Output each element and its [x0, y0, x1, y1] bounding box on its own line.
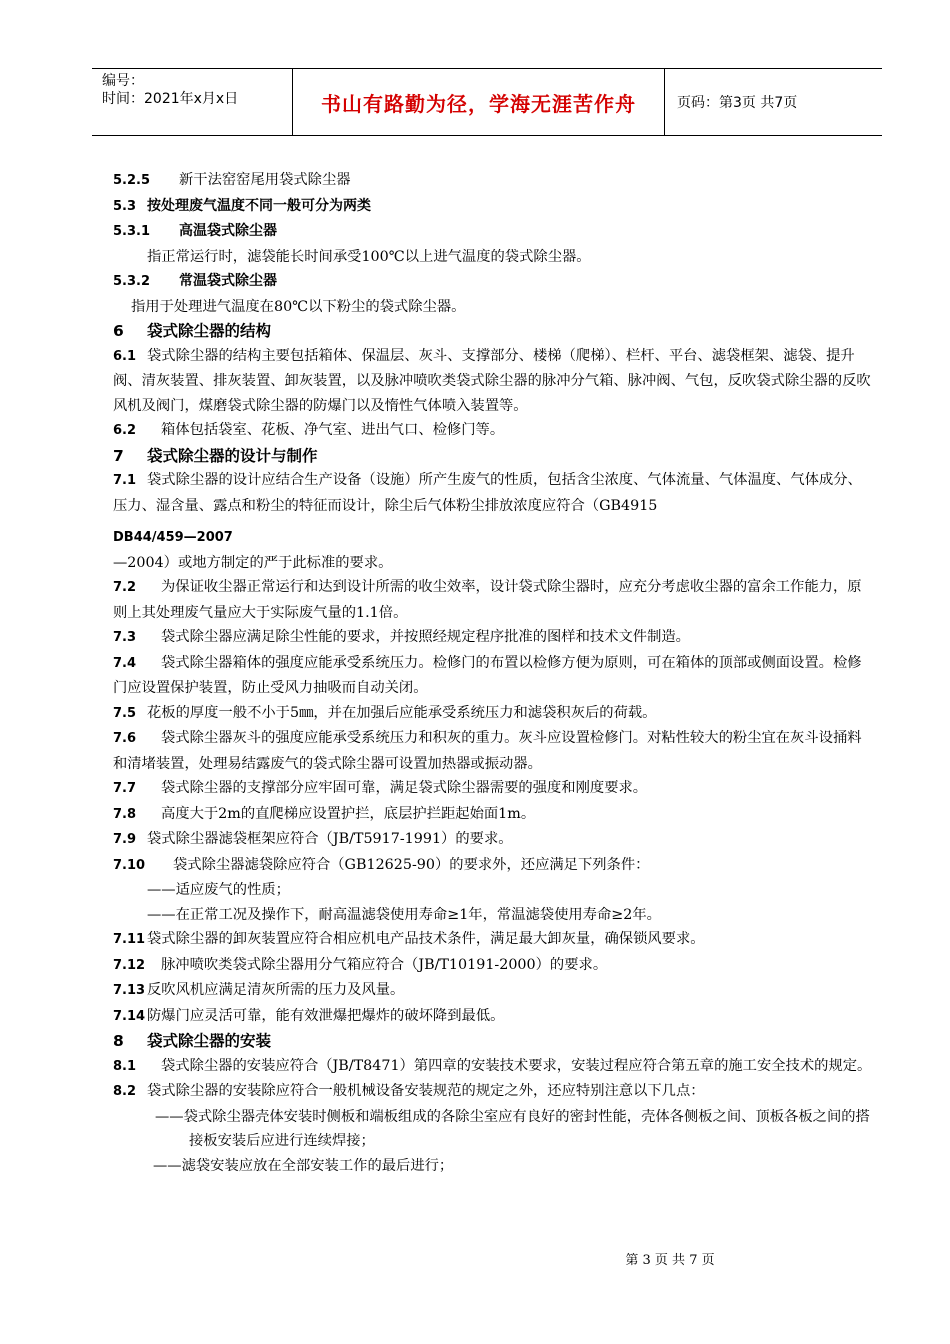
page-header	[92, 68, 882, 136]
page-footer: 第 3 页 共 7 页	[625, 1253, 715, 1268]
clause-7-2: 7.2 为保证收尘器正常运行和达到设计所需的收尘效率，设计袋式除尘器时，应充分考虑收尘器的富余工作能力，原则上其处理废气量应大于实际废气量的1.1倍。	[113, 579, 862, 621]
section-6: 6 袋式除尘器的结构	[113, 322, 272, 340]
clause-7-3: 7.3 袋式除尘器应满足除尘性能的要求，并按照经规定程序批准的图样和技术文件制造。	[113, 629, 690, 645]
clause-7-10: 7.10 袋式除尘器滤袋除应符合（GB12625-90）的要求外，还应满足下列条件：	[113, 856, 650, 873]
serial-label: 编号：	[102, 73, 144, 89]
clause-5-3-1: 5.3.1 高温袋式除尘器	[113, 223, 277, 239]
clause-7-4: 7.4 袋式除尘器箱体的强度应能承受系统压力。检修门的布置以检修方便为原则，可在箱体的顶部或侧面设置。检修门应设置保护装置，防止受风力抽吸而自动关闭。	[113, 654, 862, 696]
time-label: 时间：2021年x月x日	[102, 91, 239, 107]
clause-7-9: 7.9 袋式除尘器滤袋框架应符合（JB/T5917-1991）的要求。	[113, 831, 513, 847]
clause-7-6: 7.6 袋式除尘器灰斗的强度应能承受系统压力和积灰的重力。灰斗应设置检修门。对粘性较大的粉尘宜在灰斗设捅料和清堵装置，处理易结露废气的袋式除尘器可设置加热器或振动器。	[113, 730, 862, 772]
clause-5-3-2: 5.3.2 常温袋式除尘器	[113, 273, 277, 289]
clause-7-10-item-2: ——在正常工况及操作下，耐高温滤袋使用寿命≥1年，常温滤袋使用寿命≥2年。	[147, 906, 661, 923]
clause-7-10-item-1: ——适应废气的性质；	[147, 882, 290, 898]
clause-5-2-5: 5.2.5 新干法窑窑尾用袋式除尘器	[113, 172, 351, 188]
clause-7-14: 7.14 防爆门应灵活可靠，能有效泄爆把爆炸的破坏降到最低。	[113, 1007, 505, 1024]
section-7: 7 袋式除尘器的设计与制作	[113, 446, 318, 465]
clause-5-3-1-text: 指正常运行时，滤袋能长时间承受100℃以上进气温度的袋式除尘器。	[147, 248, 591, 265]
section-8: 8 袋式除尘器的安装	[113, 1032, 272, 1050]
header-meta	[92, 69, 293, 135]
clause-7-5: 7.5 花板的厚度一般不小于5㎜，并在加强后应能承受系统压力和滤袋积灰后的荷载。	[113, 704, 657, 721]
clause-7-1-cont: —2004）或地方制定的严于此标准的要求。	[113, 554, 393, 571]
document-body	[113, 168, 873, 1178]
clause-8-2-item-2: ——滤袋安装应放在全部安装工作的最后进行；	[153, 1157, 454, 1174]
clause-6-2: 6.2 箱体包括袋室、花板、净气室、进出气口、检修门等。	[113, 422, 505, 438]
clause-8-2-item-1: ——袋式除尘器壳体安装时侧板和端板组成的各除尘室应有良好的密封性能，壳体各侧板之间、顶板各板之间的搭接板安装后应进行连续焊接；	[155, 1108, 870, 1149]
clause-6-1: 6.1 袋式除尘器的结构主要包括箱体、保温层、灰斗、支撑部分、楼梯（爬梯）、栏杆、平台、滤袋框架、滤袋、提升阀、清灰装置、排灰装置、卸灰装置，以及脉冲喷吹类袋式除尘器的脉冲分气箱、脉冲阀、气包，反吹袋式除尘器的反吹风机及阀门，煤磨袋式除尘器的防爆门以及惰性气体喷入装置等。	[113, 347, 871, 414]
clause-5-3-2-text: 指用于处理进气温度在80℃以下粉尘的袋式除尘器。	[131, 298, 466, 315]
motto: 书山有路勤为径，学海无涯苦作舟	[293, 69, 665, 135]
clause-7-13: 7.13 反吹风机应满足清灰所需的压力及风量。	[113, 982, 405, 998]
clause-8-2: 8.2 袋式除尘器的安装除应符合一般机械设备安装规范的规定之外，还应特别注意以下几点：	[113, 1083, 705, 1099]
page-label: 页码：第3页 共7页	[677, 95, 798, 111]
clause-7-11: 7.11 袋式除尘器的卸灰装置应符合相应机电产品技术条件，满足最大卸灰量，确保锁风要求。	[113, 931, 705, 947]
clause-8-1: 8.1 袋式除尘器的安装应符合（JB/T8471）第四章的安装技术要求，安装过程应符合第五章的施工安全技术的规定。	[113, 1057, 872, 1074]
clause-5-3: 5.3 按处理废气温度不同一般可分为两类	[113, 197, 371, 214]
standard-code: DB44/459—2007	[113, 530, 233, 545]
clause-7-7: 7.7 袋式除尘器的支撑部分应牢固可靠，满足袋式除尘器需要的强度和刚度要求。	[113, 780, 648, 796]
clause-7-8: 7.8 高度大于2m的直爬梯应设置护拦，底层护拦距起始面1m。	[113, 805, 536, 822]
clause-7-12: 7.12 脉冲喷吹类袋式除尘器用分气箱应符合（JB/T10191-2000）的要求。	[113, 956, 608, 973]
clause-7-1: 7.1 袋式除尘器的设计应结合生产设备（设施）所产生废气的性质，包括含尘浓度、气体流量、气体温度、气体成分、压力、湿含量、露点和粉尘的特征而设计，除尘后气体粉尘排放浓度应符合（GB4915	[113, 472, 862, 514]
